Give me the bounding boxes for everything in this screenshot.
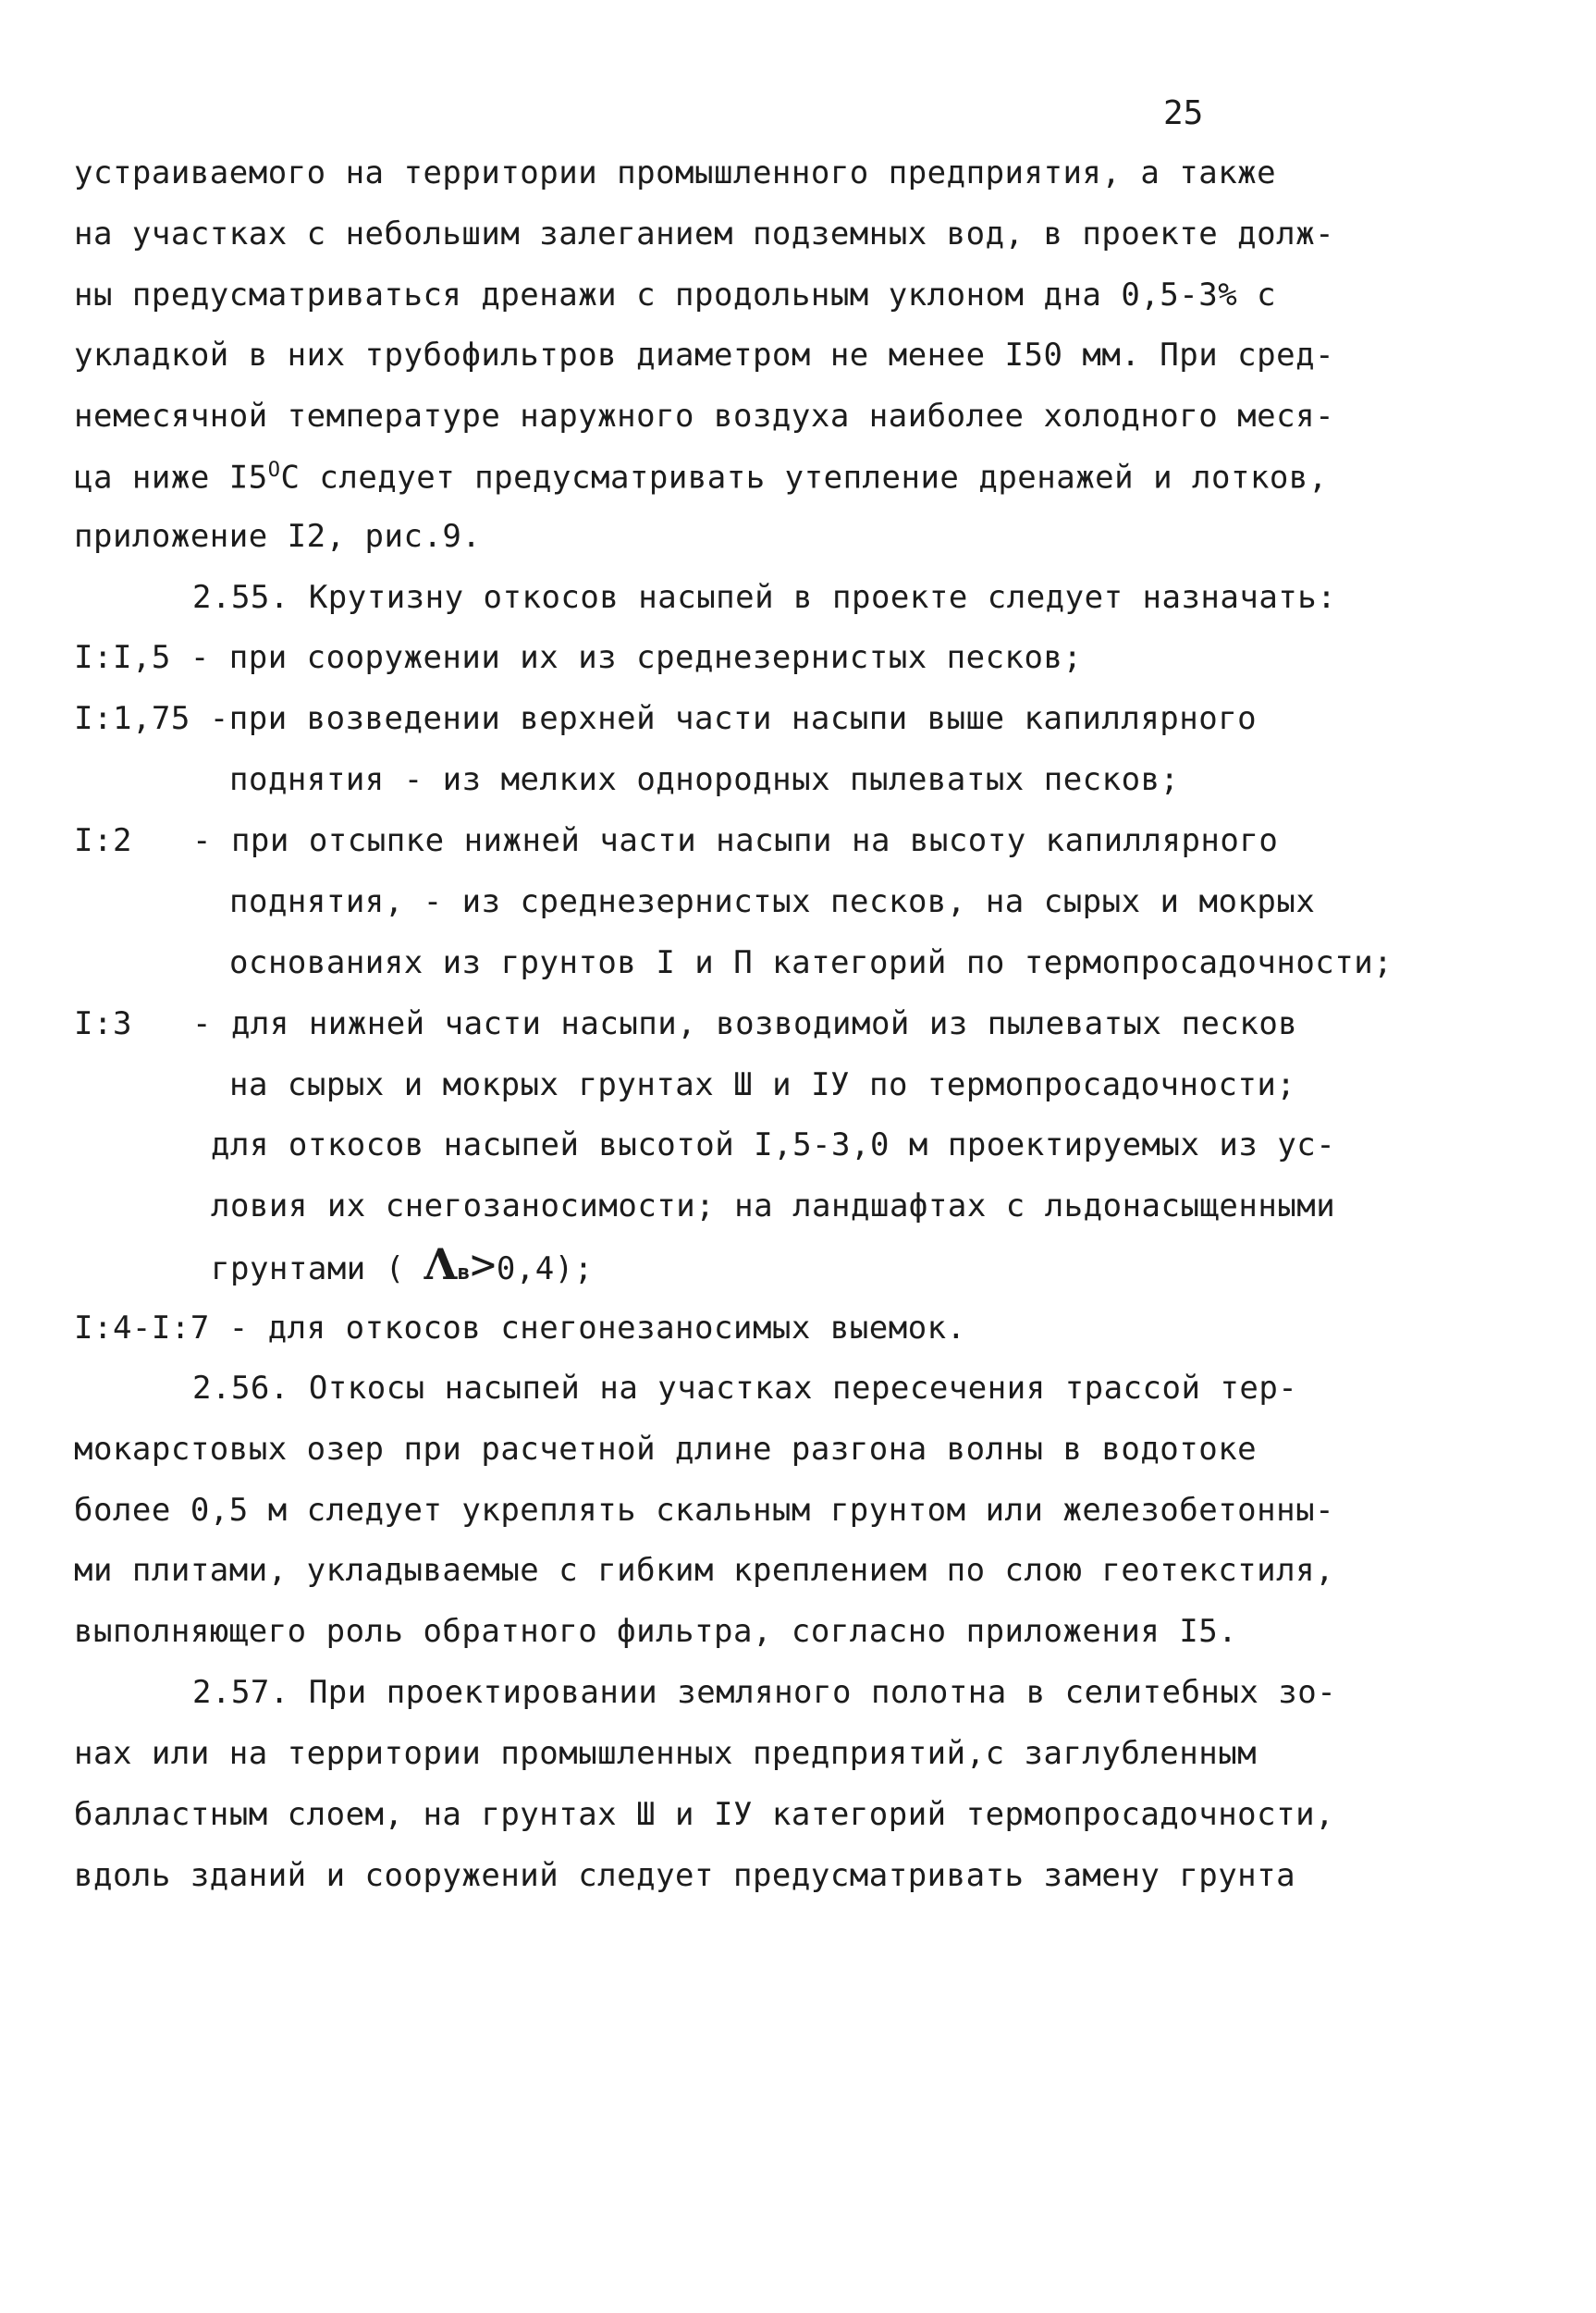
- list-item: для откосов насыпей высотой I,5-3,0 м проектируемых из ус-: [211, 1126, 1336, 1163]
- text-segment: С следует предусматривать утепление дренажей и лотков,: [280, 459, 1328, 497]
- list-item-ratio: I:2: [74, 822, 132, 859]
- text-line: устраиваемого на территории промышленного предприятия, а также: [74, 154, 1277, 191]
- lambda-symbol: Λ: [424, 1239, 458, 1289]
- superscript: O: [267, 459, 281, 482]
- list-item: поднятия - из мелких однородных пылеватых песков;: [229, 761, 1180, 798]
- text-line: укладкой в них трубофильтров диаметром не менее I50 мм. При сред-: [74, 337, 1335, 374]
- list-item: - при отсыпке нижней части насыпи на высоту капиллярного: [192, 822, 1279, 859]
- section-heading: 2.56. Откосы насыпей на участках пересечения трассой тер-: [192, 1370, 1298, 1407]
- text-segment: грунтами (: [211, 1250, 424, 1287]
- list-item: на сырых и мокрых грунтах Ш и IУ по термопросадочности;: [229, 1066, 1296, 1103]
- text-line: выполняющего роль обратного фильтра, согласно приложения I5.: [74, 1613, 1238, 1650]
- text-line: [74, 459, 1328, 497]
- text-line: ми плитами, укладываемые с гибким креплением по слою геотекстиля,: [74, 1552, 1335, 1589]
- text-line: вдоль зданий и сооружений следует предусматривать замену грунта: [74, 1857, 1296, 1894]
- list-item: поднятия, - из среднезернистых песков, на сырых и мокрых: [229, 883, 1316, 920]
- greater-than-sign: >: [470, 1239, 497, 1289]
- text-line: более 0,5 м следует укреплять скальным грунтом или железобетонны-: [74, 1492, 1335, 1529]
- page-number: 25: [1163, 94, 1204, 132]
- list-item: ловия их снегозаносимости; на ландшафтах с льдонасыщенными: [211, 1187, 1336, 1224]
- list-item: - для нижней части насыпи, возводимой из пылеватых песков: [192, 1005, 1298, 1042]
- text-line: немесячной температуре наружного воздуха наиболее холодного меся-: [74, 398, 1335, 435]
- list-item: I:I,5 - при сооружении их из среднезернистых песков;: [74, 639, 1083, 676]
- text-line: мокарстовых озер при расчетной длине разгона волны в водотоке: [74, 1431, 1258, 1468]
- list-item: [211, 1239, 594, 1289]
- text-line: балластным слоем, на грунтах Ш и IУ категорий термопросадочности,: [74, 1796, 1335, 1833]
- list-item-ratio: I:3: [74, 1005, 132, 1042]
- list-item: I:1,75 -при возведении верхней части насыпи выше капиллярного: [74, 700, 1258, 737]
- text-line: нах или на территории промышленных предприятий,с заглубленным: [74, 1735, 1258, 1772]
- list-item: I:4-I:7 - для откосов снегонезаносимых выемок.: [74, 1310, 966, 1347]
- subscript: в: [457, 1261, 471, 1285]
- text-segment: ца ниже I5: [74, 459, 268, 497]
- section-heading: 2.57. При проектировании земляного полотна в селитебных зо-: [192, 1674, 1337, 1711]
- list-item: основаниях из грунтов I и П категорий по термопросадочности;: [229, 944, 1393, 981]
- section-heading: 2.55. Крутизну откосов насыпей в проекте следует назначать:: [192, 579, 1337, 616]
- text-line: ны предусматриваться дренажи с продольным уклоном дна 0,5-3% с: [74, 277, 1277, 314]
- text-line: приложение I2, рис.9.: [74, 518, 482, 555]
- text-line: на участках с небольшим залеганием подземных вод, в проекте долж-: [74, 215, 1335, 252]
- text-segment: 0,4);: [496, 1250, 594, 1287]
